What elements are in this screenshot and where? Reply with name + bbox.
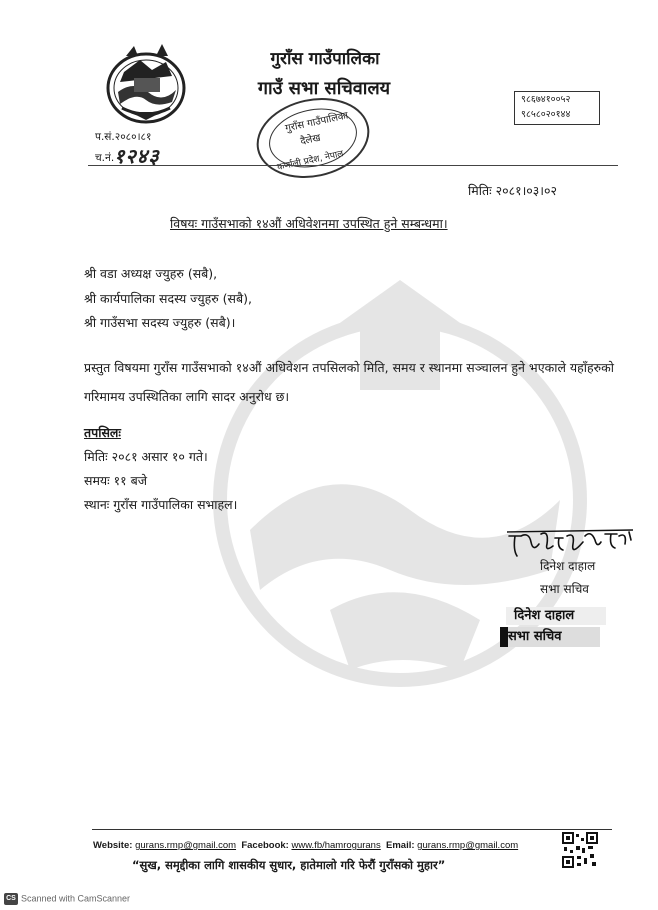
stamp-text: दैलेख: [299, 132, 322, 148]
facebook-link[interactable]: www.fb/hamrogurans: [291, 840, 381, 851]
letter-body: प्रस्तुत विषयमा गुराँस गाउँसभाको १४औं अधिवेशन तपसिलको मिति, समय र स्थानमा सञ्चालन हुने भएकाले यहाँहरुको गरिमामय उपस्थितिका लागि सादर अनुरोध छ।: [84, 360, 614, 404]
dispatch-number: १२४३: [114, 144, 160, 168]
stamp-text: कर्णाली प्रदेश, नेपाल: [276, 149, 345, 173]
detail-venue: स्थानः गुराँस गाउँपालिका सभाहल।: [84, 497, 238, 512]
stamp-text: गुराँस गाउँपालिका: [284, 110, 350, 135]
qr-code-icon: [562, 832, 598, 868]
dispatch-number-label: च.नं.: [95, 152, 115, 164]
camscanner-icon: CS: [4, 893, 18, 905]
details-heading: तपसिलः: [84, 425, 121, 440]
header-divider: [88, 165, 618, 166]
letter-date: मितिः २०८१।०३।०२: [468, 183, 558, 198]
phone-number: ९८५८०२०१४४: [521, 109, 571, 120]
municipality-name: गुराँस गाउँपालिका: [270, 49, 380, 69]
office-name: गाउँ सभा सचिवालय: [257, 78, 391, 99]
detail-date: मितिः २०८१ असार १० गते।: [84, 449, 208, 464]
phone-number: ९८६७४१००५२: [521, 94, 571, 105]
camscanner-badge: [4, 893, 130, 905]
footer-slogan: “सुख, समृद्दीका लागि शासकीय सुधार, हातेमालो गरि फेरौं गुराँसको मुहार”: [132, 858, 446, 872]
facebook-label: Facebook:: [241, 840, 289, 851]
nepal-emblem-icon: [100, 42, 192, 126]
website-link[interactable]: gurans.rmp@gmail.com: [135, 840, 237, 851]
seal-title: सभा सचिव: [508, 629, 562, 644]
website-label: Website:: [93, 840, 133, 851]
signatory-name: दिनेश दाहाल: [540, 559, 596, 573]
office-stamp-icon: [254, 96, 372, 180]
letter-reference-number: प.सं.२०८०।८१: [95, 131, 152, 143]
seal-name: दिनेश दाहाल: [514, 608, 575, 623]
footer-contacts: [93, 840, 518, 851]
addressee-line: श्री गाउँसभा सदस्य ज्युहरु (सबै)।: [84, 315, 236, 330]
letter-subject: विषयः गाउँसभाको १४औं अधिवेशनमा उपस्थित हुने सम्बन्धमा।: [170, 216, 448, 231]
addressee-line: श्री वडा अध्यक्ष ज्युहरु (सबै),: [84, 266, 218, 281]
signatory-title: सभा सचिव: [540, 582, 589, 596]
email-label: Email:: [386, 840, 415, 851]
email-link[interactable]: gurans.rmp@gmail.com: [417, 840, 519, 851]
footer-divider: [92, 829, 612, 830]
addressee-line: श्री कार्यपालिका सदस्य ज्युहरु (सबै),: [84, 291, 252, 306]
detail-time: समयः ११ बजे: [84, 473, 148, 488]
phone-box: [514, 91, 600, 125]
camscanner-label: Scanned with CamScanner: [21, 893, 131, 904]
